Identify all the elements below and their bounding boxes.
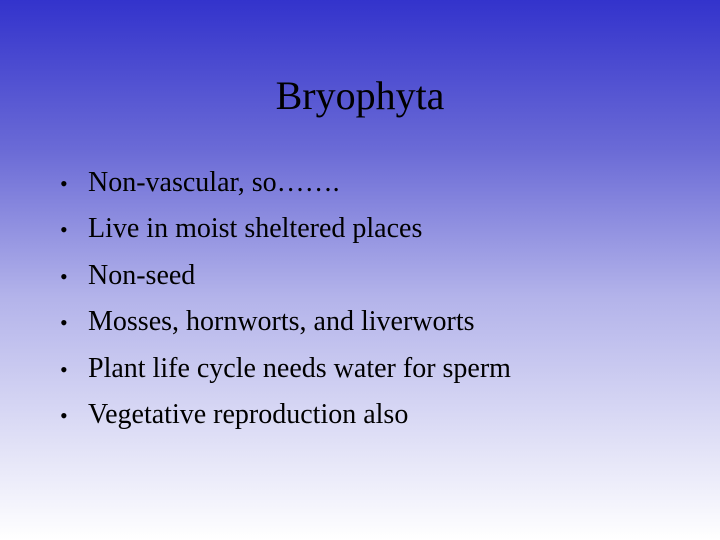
bullet-icon: • (60, 356, 68, 382)
bullet-text: Plant life cycle needs water for sperm (88, 352, 511, 384)
bullet-item (60, 253, 511, 299)
bullet-icon: • (60, 171, 68, 196)
bullet-icon: • (60, 310, 68, 336)
bullet-list (60, 160, 511, 438)
bullet-icon: • (60, 402, 68, 428)
bullet-text: Vegetative reproduction also (88, 398, 409, 430)
bullet-text: Live in moist sheltered places (88, 213, 423, 245)
bullet-item (60, 206, 511, 252)
bullet-text: Non-vascular, so……. (88, 167, 340, 198)
bullet-item (60, 346, 511, 392)
bullet-text: Non-seed (88, 259, 196, 291)
bullet-icon: • (60, 263, 68, 289)
bullet-icon: • (60, 217, 68, 243)
bullet-item (60, 392, 511, 438)
bullet-item (60, 160, 511, 206)
slide-title: Bryophyta (275, 73, 445, 118)
bullet-item (60, 299, 511, 345)
bullet-text: Mosses, hornworts, and liverworts (88, 306, 475, 338)
